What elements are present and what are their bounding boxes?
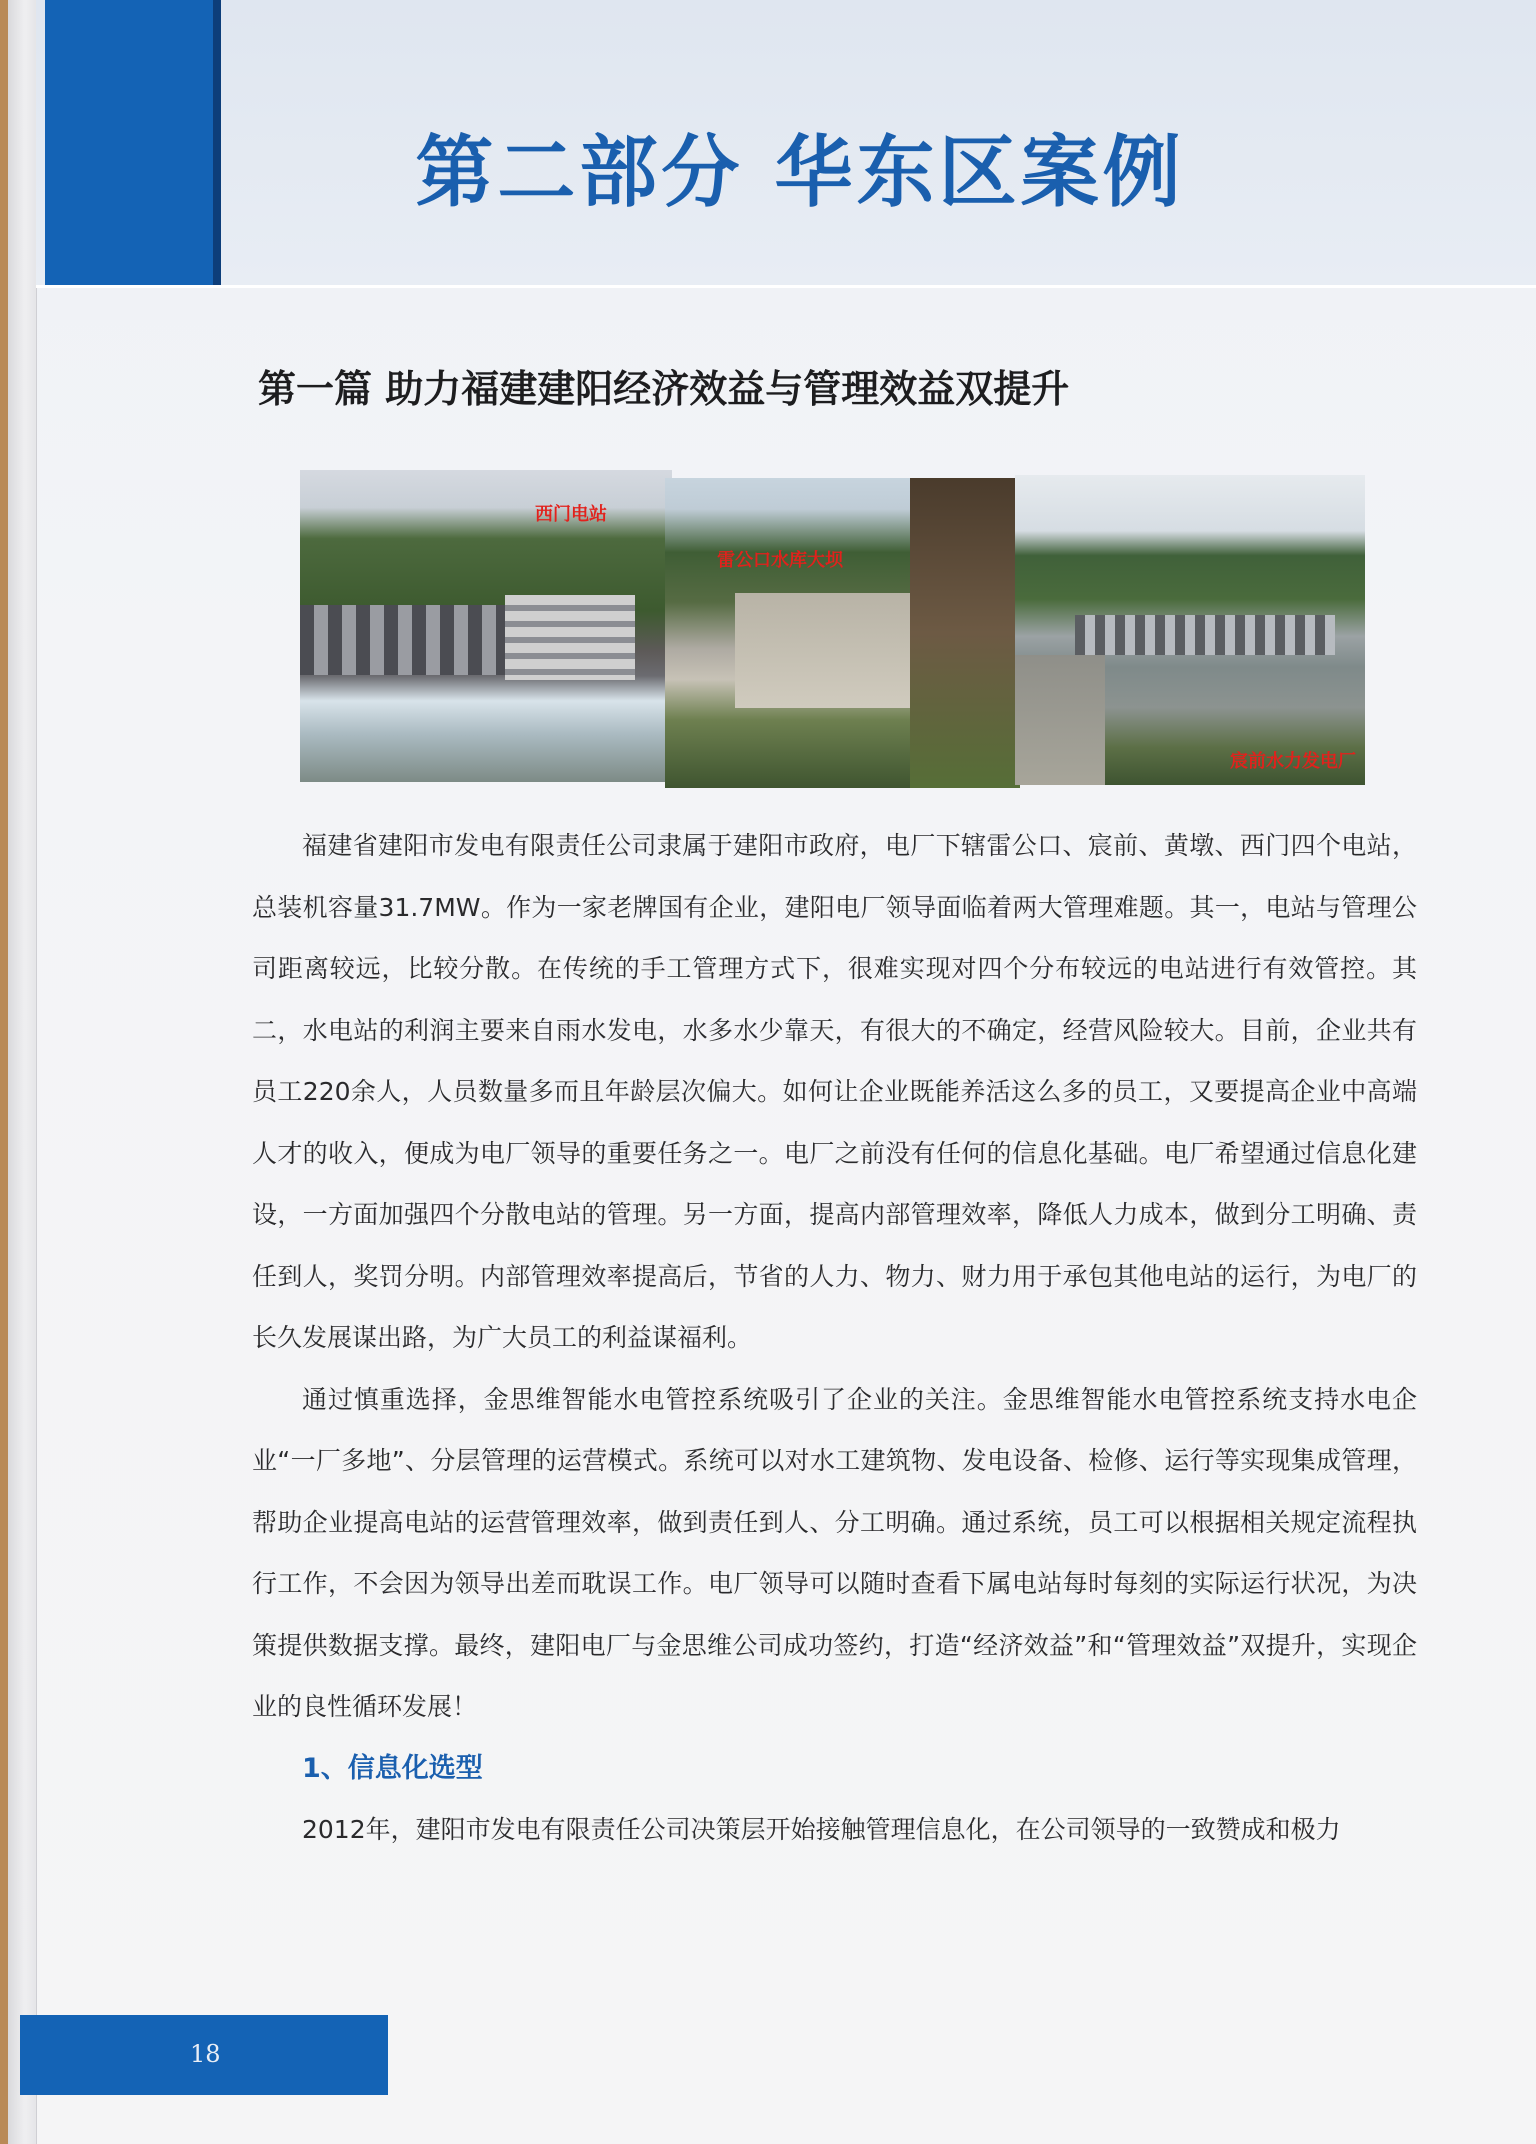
dam-gates [1075,615,1335,655]
photo-label: 西门电站 [535,504,607,525]
photo-chenqian-plant [1015,475,1365,785]
page-edge [8,0,37,2144]
dam-wall [735,593,935,708]
paragraph: 福建省建阳市发电有限责任公司隶属于建阳市政府，电厂下辖雷公口、宸前、黄墩、西门四个电站，总装机容量31.7MW。作为一家老牌国有企业，建阳电厂领导面临着两大管理难题。其一，电站与管理公司距离较远，比较分散。在传统的手工管理方式下，很难实现对四个分布较远的电站进行有效管控。其二，水电站的利润主要来自雨水发电，水多水少靠天，有很大的不确定，经营风险较大。目前，企业共有员工220余人，人员数量多而且年龄层次偏大。如何让企业既能养活这么多的员工，又要提高企业中高端人才的收入，便成为电厂领导的重要任务之一。电厂之前没有任何的信息化基础。电厂希望通过信息化建设，一方面加强四个分散电站的管理。另一方面，提高内部管理效率，降低人力成本，做到分工明确、责任到人，奖罚分明。内部管理效率提高后，节省的人力、物力、财力用于承包其他电站的运行，为电厂的长久发展谋出路，为广大员工的利益谋福利。 [252,831,1417,1352]
photo-leigongkou-dam [665,478,1020,788]
dam-gates [300,605,520,675]
photo-ximen-station [300,470,672,782]
paragraph: 通过慎重选择，金思维智能水电管控系统吸引了企业的关注。金思维智能水电管控系统支持水电企业“一厂多地”、分层管理的运营模式。系统可以对水工建筑物、发电设备、检修、运行等实现集成管理，帮助企业提高电站的运营管理效率，做到责任到人、分工明确。通过系统，员工可以根据相关规定流程执行工作，不会因为领导出差而耽误工作。电厂领导可以随时查看下属电站每时每刻的实际运行状况，为决策提供数据支撑。最终，建阳电厂与金思维公司成功签约，打造“经济效益”和“管理效益”双提升，实现企业的良性循环发展！ [252,1384,1417,1721]
photo-label: 雷公口水库大坝 [717,550,843,571]
photo-label: 宸前水力发电厂 [1230,751,1356,772]
chapter-title: 第一篇 助力福建建阳经济效益与管理效益双提升 [258,367,1070,411]
part-title: 第二部分 华东区案例 [415,127,1185,218]
header-blue-block [45,0,213,285]
section-heading: 1、信息化选型 [302,1752,483,1784]
header-divider [36,285,1536,288]
road [1015,655,1105,785]
powerhouse-building [505,595,635,680]
page-number: 18 [190,2040,221,2068]
cliff [910,478,1020,788]
paragraph: 2012年，建阳市发电有限责任公司决策层开始接触管理信息化，在公司领导的一致赞成和极力 [302,1815,1341,1844]
body-text [252,815,1417,1861]
